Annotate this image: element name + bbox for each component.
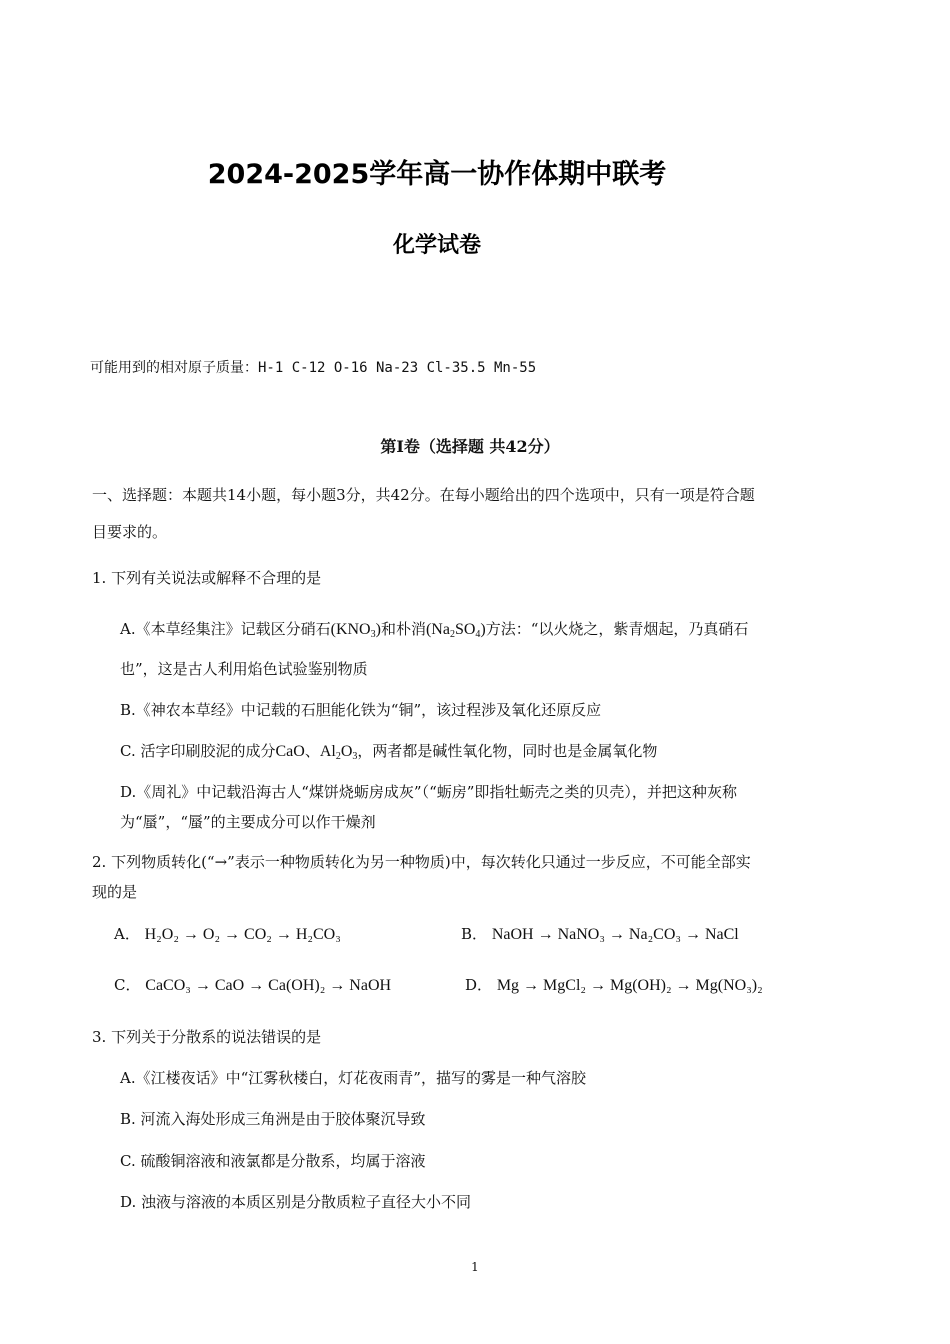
q1-a-text2: 和朴消: [380, 620, 426, 638]
q2-stem-line1: 2. 下列物质转化(“→”表示一种物质转化为另一种物质)中，每次转化只通过一步反应，不可能全部实: [92, 853, 751, 871]
formula-cao: CaO: [275, 743, 305, 760]
q3-option-c: C. 硫酸铜溶液和液氯都是分散系，均属于溶液: [120, 1152, 426, 1170]
q1-c-text2: ，两者都是碱性氧化物，同时也是金属氧化物: [357, 742, 658, 760]
formula-na2so4: $(Na_2SO_4)$: [425, 621, 486, 640]
q2-a-formula: H₂O₂ → O₂ → CO₂ → H₂CO₃: [144, 926, 341, 943]
q1-a-text3: 方法：“以火烧之，紫青烟起，乃真硝石: [485, 620, 749, 638]
q1-option-a-line2: 也”，这是古人利用焰色试验鉴别物质: [120, 660, 368, 678]
q3-option-d: D. 浊液与溶液的本质区别是分散质粒子直径大小不同: [120, 1193, 472, 1211]
q2-stem-line2: 现的是: [92, 883, 138, 901]
formula-kno3: $(KNO_3)$: [330, 621, 381, 640]
q1-option-a-line1: [120, 619, 748, 640]
q2-b-label: B．: [461, 925, 488, 943]
page-number: 1: [471, 1260, 479, 1274]
q1-option-b: B.《神农本草经》中记载的石胆能化铁为“铜”，该过程涉及氧化还原反应: [120, 701, 602, 719]
q3-option-a: A.《江楼夜话》中“江雾秋楼白，灯花夜雨青”，描写的雾是一种气溶胶: [120, 1069, 586, 1087]
instructions-line-2: 目要求的。: [92, 523, 168, 541]
subject-title: 化学试卷: [392, 233, 481, 258]
atomic-masses: 可能用到的相对原子质量：H-1 C-12 O-16 Na-23 Cl-35.5 Mn-55: [90, 360, 537, 376]
q3-stem: 3. 下列关于分散系的说法错误的是: [92, 1028, 322, 1046]
q2-option-c: [114, 975, 391, 996]
q1-stem: 1. 下列有关说法或解释不合理的是: [92, 569, 322, 587]
q2-a-label: A．: [114, 925, 140, 943]
exam-title: 2024-2025学年高一协作体期中联考: [207, 159, 667, 190]
q2-b-formula: NaOH → NaNO₃ → Na₂CO₃ → NaCl: [491, 926, 739, 943]
q1-option-d-line2: 为“蜃”，“蜃”的主要成分可以作干燥剂: [120, 813, 376, 831]
q2-option-a: [114, 924, 341, 945]
q1-a-text1: A.《本草经集注》记载区分硝石: [120, 620, 331, 638]
q2-d-formula: Mg → MgCl₂ → Mg(OH)₂ → Mg(NO₃)₂: [496, 977, 763, 994]
q2-c-label: C．: [114, 976, 141, 994]
q1-option-d-line1: D.《周礼》中记载沿海古人“煤饼烧蛎房成灰”（“蛎房”即指牡蛎壳之类的贝壳），并把这种灰称: [120, 783, 737, 801]
q2-d-label: D．: [465, 976, 493, 994]
q1-option-c: C. 活字印刷胶泥的成分CaO、$Al_2O_3$，两者都是碱性氧化物，同时也是金属氧化物: [120, 742, 658, 762]
q2-option-b: [461, 924, 739, 945]
instructions-line-1: 一、选择题：本题共14小题，每小题3分，共42分。在每小题给出的四个选项中，只有一项是符合题: [92, 486, 755, 504]
q3-option-b: B. 河流入海处形成三角洲是由于胶体聚沉导致: [120, 1110, 426, 1128]
q2-option-d: [465, 975, 763, 996]
formula-al2o3: $Al_2O_3$: [319, 743, 358, 762]
q1-c-text1: C. 活字印刷胶泥的成分: [120, 742, 276, 760]
section-heading: 第Ⅰ卷（选择题 共42分）: [380, 437, 560, 456]
q2-c-formula: CaCO₃ → CaO → Ca(OH)₂ → NaOH: [145, 977, 392, 994]
